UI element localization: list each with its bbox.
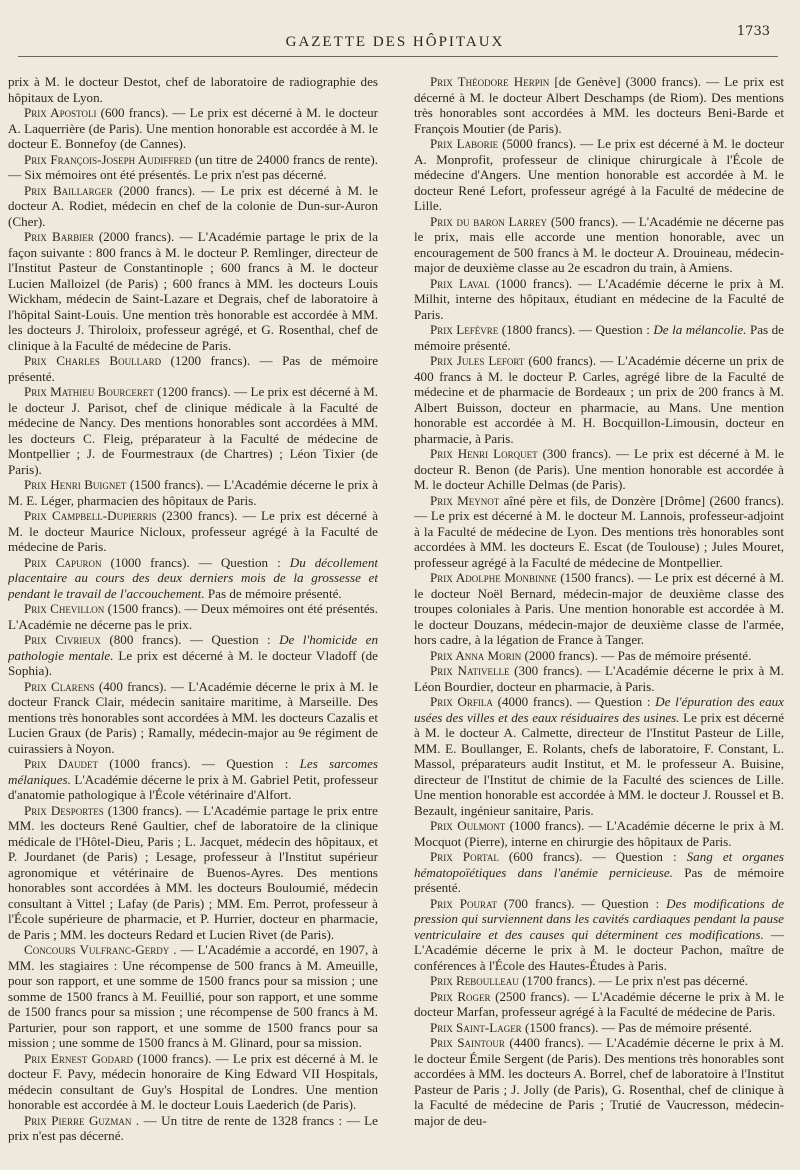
question-title: Les sarcomes mélaniques. <box>8 756 378 787</box>
prize-paragraph <box>8 803 378 943</box>
question-title: De l'homicide en pathologie mentale. <box>8 632 378 663</box>
prize-text: (1500 francs). — Deux mémoires ont été présentés. L'Académie ne décerne pas le prix. <box>8 601 378 632</box>
prize-paragraph <box>8 508 378 555</box>
prize-name: Prix Daudet <box>24 756 98 771</box>
prize-name: Prix Apostoli <box>24 105 97 120</box>
question-title: Des modifications de pression qui surviennent dans les cavités cardiaques pendant la pause ventriculaire et des causes qui déterminent ces modifications. <box>414 895 784 942</box>
prize-name: Prix Anna Morin <box>430 647 522 663</box>
prize-text: (1800 francs). — Question : <box>501 322 654 337</box>
prize-text: (un titre de 24000 francs de rente). — Six mémoires ont été présentés. Le prix n'est pas décerné. <box>8 151 378 182</box>
page-header <box>0 14 800 54</box>
prize-text: (1000 francs). — L'Académie décerne le prix à M. Milhit, interne des hôpitaux, étudiant en médecine de la Faculté de Paris. <box>414 275 784 322</box>
prize-paragraph <box>414 694 784 818</box>
prize-text: (4000 francs). — Question : <box>497 694 656 709</box>
prize-paragraph <box>414 214 784 276</box>
prize-name: Concours Vulfranc-Gerdy <box>24 942 170 957</box>
question-title: De la mélancolie. <box>653 322 747 337</box>
prize-text: (1500 francs). — Pas de mémoire présenté. <box>524 1019 752 1035</box>
prize-name: Prix Saintour <box>430 1035 505 1050</box>
prize-text: (1200 francs). — Pas de mémoire présenté. <box>8 353 378 384</box>
prize-text: (4400 francs). — L'Académie décerne le prix à M. le docteur Émile Sergent (de Paris). Des mentions très honorables sont accordées à MM. les docteurs A. Borrel, chef de laboratoire à l'Institut Pasteur de Paris ; J. Jolly (de Paris), G. Rosenthal, chef de clinique à la Faculté de médecine de Paris ; Trutié de Vaucresson, médecin-major de deu- <box>414 1035 784 1128</box>
prize-paragraph <box>8 942 378 1051</box>
prize-paragraph <box>414 353 784 446</box>
prize-text: (5000 francs). — Le prix est décerné à M. le docteur A. Monprofit, professeur de clinique chirurgicale à l'École de médecine d'Angers. Une mention honorable est accordée à M. le docteur René Lefort, professeur agrégé à la Faculté de médecine de Lille. <box>414 136 784 213</box>
prize-paragraph <box>414 1020 784 1036</box>
prize-text: (800 francs). — Question : <box>109 632 280 647</box>
prize-text: (300 francs). — Le prix est décerné à M. le docteur R. Benon (de Paris). Une mention honorable est accordée à M. le docteur Achille Delmas (de Paris). <box>414 446 784 492</box>
prize-result: — L'Académie décerne le prix à M. le docteur Pachon, maître de conférences à l'École des Hautes-Études à Paris. <box>414 926 784 973</box>
prize-text: (1500 francs). — L'Académie décerne le prix à M. E. Léger, pharmacien des hôpitaux de Paris. <box>8 477 378 508</box>
prize-text: (600 francs). — Question : <box>508 849 687 864</box>
prize-name: Prix Laval <box>430 275 490 291</box>
prize-paragraph <box>414 570 784 648</box>
prize-result: Pas de mémoire présenté. <box>414 322 784 353</box>
prize-text: (1000 francs). — Question : <box>110 554 290 570</box>
prize-text: (1000 francs). — Le prix est décerné à M. le docteur F. Pavy, médecin honoraire de King Edward VII Hospitals, médecin consultant de Guy's Hospital de Londres. Une mention honorable est accordée à M. le docteur Louis Laederich (de Paris). <box>8 1050 378 1112</box>
prize-name: Prix Adolphe Monbinne <box>430 570 557 585</box>
prize-paragraph <box>414 818 784 849</box>
prize-text: (1000 francs). — L'Académie décerne le prix à M. Mocquot (Pierre), interne en chirurgie des hôpitaux de Paris. <box>414 818 784 849</box>
prize-text: (700 francs). — Question : <box>503 895 667 911</box>
prize-paragraph <box>414 648 784 664</box>
prize-paragraph <box>8 384 378 477</box>
prize-name: Prix Campbell-Dupierris <box>24 508 157 523</box>
prize-paragraph <box>8 353 378 384</box>
prize-name: Prix Civrieux <box>24 632 101 647</box>
prize-name: Prix Lefèvre <box>430 322 499 337</box>
prize-paragraph <box>8 477 378 508</box>
running-title: GAZETTE DES HÔPITAUX <box>285 34 505 50</box>
prize-text: . — L'Académie a accordé, en 1907, à MM. les stagiaires : Une récompense de 500 francs à M. Ameuille, pour son rapport, et une somme de 1500 francs pour sa mission ; une somme de 1500 francs à M. Feuillié, pour son rapport, et une somme de 1500 francs pour sa mission ; une récompense de 500 francs à M. Parturier, pour son rapport, et une somme de 1500 francs pour sa mission ; une somme de 1500 francs à M. Glinard, pour sa mission. <box>8 942 378 1050</box>
prize-name: Prix Théodore Herpin <box>430 74 550 89</box>
prize-paragraph <box>8 105 378 152</box>
prize-result: Le prix est décerné à M. le docteur Vladoff (de Sophia). <box>8 647 378 678</box>
prize-paragraph <box>414 849 784 896</box>
prize-paragraph <box>414 989 784 1020</box>
prize-paragraph <box>414 446 784 493</box>
prize-name: Prix Oulmont <box>430 818 506 833</box>
right-column <box>414 74 784 1154</box>
prize-name: Prix Ernest Godard <box>24 1050 134 1066</box>
prize-name: Prix Henri Lorquet <box>430 446 538 461</box>
prize-result: Pas de mémoire présenté. <box>204 585 342 601</box>
prize-text: aîné père et fils, de Donzère [Drôme] (2600 francs). — Le prix est décerné à M. le docteur M. Lannois, professeur-adjoint à la Faculté de médecine de Lyon. Des mentions très honorables sont accordées à MM. les docteurs E. Escat (de Toulouse) ; Jules Mouret, professeur agrégé à la Faculté de médecine de Montpellier. <box>414 492 784 570</box>
prize-name: Prix Barbier <box>24 229 94 244</box>
prize-name: Prix Orfila <box>430 694 493 709</box>
question-title: Sang et organes hématopoïétiques dans l'anémie pernicieuse. <box>414 849 784 880</box>
prize-name: Prix Pourat <box>430 895 497 911</box>
question-title: Du décollement placentaire au cours des deux derniers mois de la grossesse et pendant le travail de l'accouchement. <box>8 554 378 601</box>
prize-name: Prix Desportes <box>24 802 104 818</box>
prize-text: (2000 francs). — Le prix est décerné à M. le docteur A. Rodiet, médecin en chef de la colonie de Dun-sur-Auron (Cher). <box>8 182 378 229</box>
prize-paragraph <box>414 74 784 136</box>
prize-name: Prix Chevillon <box>24 601 105 616</box>
prize-name: Prix Nativelle <box>430 663 510 678</box>
prize-text: prix à M. le docteur Destot, chef de laboratoire de radiographie des hôpitaux de Lyon. <box>8 74 378 105</box>
prize-paragraph <box>414 896 784 974</box>
prize-name: Prix Reboulleau <box>430 973 519 988</box>
prize-name: Prix Laborie <box>430 136 499 151</box>
prize-name: Prix Baillarger <box>24 182 113 198</box>
prize-name: Prix Saint-Lager <box>430 1019 522 1035</box>
prize-paragraph <box>8 632 378 679</box>
page-number: 1733 <box>736 24 770 39</box>
prize-name: Prix Jules Lefort <box>430 353 525 368</box>
prize-paragraph <box>8 229 378 353</box>
prize-paragraph <box>414 663 784 694</box>
prize-name: Prix Meynot <box>430 492 500 508</box>
prize-result: Le prix est décerné à M. le docteur A. Calmette, directeur de l'Institut Pasteur de Lille, MM. E. Boullanger, E. Rolants, chefs de laboratoire, F. Constant, L. Massol, préparateurs audit Institut, et M. le professeur A. Buisine, directeur de l'Institut de chimie de la Faculté des sciences de Lille. Une mention honorable est accordée à MM. le docteur J. Roussel et B. Bezault, ingénieur sanitaire, Paris. <box>414 709 784 818</box>
prize-paragraph <box>414 1035 784 1128</box>
prize-name: Prix Clarens <box>24 678 95 694</box>
prize-text: (600 francs). — Le prix est décerné à M. le docteur A. Laquerrière (de Paris). Une mention honorable est accordée à M. le docteur E. Bonnefoy (de Cannes). <box>8 105 378 151</box>
prize-text: (1500 francs). — Le prix est décerné à M. le docteur Noël Bernard, médecin-major de deuxième classe des troupes coloniales à Paris. Une mention honorable est accordée à M. le docteur Douzans, médecin-major de deuxième classe de l'armée, hors cadre, à la légation de France à Tanger. <box>414 570 784 647</box>
question-title: De l'épuration des eaux usées des villes et des eaux résiduaires des usines. <box>414 694 784 725</box>
prize-name: Prix Mathieu Bourceret <box>24 384 154 399</box>
prize-paragraph <box>8 601 378 632</box>
prize-text: (2500 francs). — L'Académie décerne le prix à M. le docteur Marfan, professeur agrégé à la Faculté de médecine de Paris. <box>414 988 784 1019</box>
prize-text: (300 francs). — L'Académie décerne le prix à M. Léon Bourdier, docteur en pharmacie, à Paris. <box>414 663 784 694</box>
prize-text: (500 francs). — L'Académie ne décerne pas le prix, mais elle accorde une mention honorable, avec un encouragement de 500 francs à M. le docteur A. Drouineau, médecin-major de deuxième classe au 2e escadron du train, à Amiens. <box>414 213 784 275</box>
prize-paragraph <box>8 555 378 602</box>
prize-paragraph <box>414 276 784 323</box>
prize-text: (2000 francs). — Pas de mémoire présenté. <box>524 647 752 663</box>
prize-name: Prix Roger <box>430 988 491 1004</box>
header-rule <box>18 56 778 57</box>
prize-text: (400 francs). — L'Académie décerne le prix à M. le docteur Franck Clair, médecin sanitaire maritime, à Marseille. Des mentions très honorables sont accordées à MM. les docteurs Cazalis et Lucien Graux (de Paris) ; Ramally, médecin-major au 9e régiment de cuirassiers à Noyon. <box>8 678 378 756</box>
prize-paragraph <box>8 74 378 105</box>
prize-paragraph <box>414 973 784 989</box>
prize-result: L'Académie décerne le prix à M. Gabriel Petit, professeur d'anatomie pathologique à l'École vétérinaire d'Alfort. <box>8 771 378 802</box>
prize-text: (1300 francs). — L'Académie partage le prix entre MM. les docteurs René Gaultier, chef de laboratoire de la clinique médicale de l'Hôtel-Dieu, Paris ; L. Jacquet, médecin des hôpitaux, et P. Jourdanet (de Paris) ; Lesage, professeur à l'Institut supérieur agronomique et vétérinaire de Buenos-Ayres. Des mentions honorables sont accordées à MM. les docteurs Bouloumié, médecin consultant à Vittel ; Lafay (de Paris) ; MM. Em. Perrot, professeur à l'École supérieure de pharmacie, et P. Hurrier, docteur en pharmacie, de Paris ; MM. les docteurs Redard et Lucien Rivet (de Paris). <box>8 802 378 942</box>
prize-text: (600 francs). — L'Académie décerne un prix de 400 francs à M. le docteur P. Carles, agrégé libre de la Faculté de médecine et de pharmacie de Bordeaux ; un prix de 200 francs à M. Albert Buisson, docteur en pharmacie, au Mans. Une mention honorable est accordée à M. H. Bocquillon-Limousin, docteur en pharmacie, à Paris. <box>414 353 784 446</box>
prize-name: Prix Charles Boullard <box>24 353 162 368</box>
prize-name: Prix Portal <box>430 849 499 864</box>
prize-paragraph <box>414 493 784 571</box>
prize-paragraph <box>414 136 784 214</box>
prize-result: Pas de mémoire présenté. <box>414 864 784 895</box>
prize-paragraph <box>8 1051 378 1113</box>
prize-text: (2000 francs). — L'Académie partage le prix de la façon suivante : 800 francs à M. le docteur P. Remlinger, directeur de l'Institut Pasteur de Constantinople ; 600 francs à M. le docteur Lucien Malloizel (de Paris) ; 600 francs à MM. les docteurs Louis Wickham, médecin de Saint-Lazare et Degrais, chef de laboratoire à l'hôpital Saint-Louis. Une mention très honorable est accordée à MM. les docteurs J. Thiroloix, professeur agrégé, et G. Rosenthal, chef de clinique à la Faculté de médecine de Paris. <box>8 229 378 353</box>
prize-text: . — Un titre de rente de 1328 francs : — Le prix n'est pas décerné. <box>8 1112 378 1143</box>
prize-name: Prix Pierre Guzman <box>24 1112 132 1128</box>
prize-name: Prix Henri Buignet <box>24 477 127 492</box>
prize-text: (1700 francs). — Le prix n'est pas décerné. <box>522 973 749 988</box>
prize-paragraph <box>8 152 378 183</box>
prize-paragraph <box>414 322 784 353</box>
prize-name: Prix du baron Larrey <box>430 213 548 229</box>
prize-text: [de Genève] (3000 francs). — Le prix est décerné à M. le docteur Albert Deschamps (de Riom). Des mentions très honorables sont accordées à MM. les docteurs Beni-Barde et François Moutier (de Paris). <box>414 74 784 136</box>
prize-text: (1200 francs). — Le prix est décerné à M. le docteur J. Parisot, chef de clinique médicale à la Faculté de médecine de Nancy. Des mentions honorables sont accordées à MM. les docteurs C. Fleig, préparateur à la Faculté de médecine de Montpellier ; J. de Fourmestraux (de Chartres) ; Léon Tixier (de Paris). <box>8 384 378 477</box>
prize-name: Prix François-Joseph Audiffred <box>24 151 192 167</box>
prize-paragraph <box>8 1113 378 1144</box>
prize-paragraph <box>8 756 378 803</box>
prize-name: Prix Capuron <box>24 554 102 570</box>
prize-paragraph <box>8 679 378 757</box>
left-column <box>8 74 378 1154</box>
prize-text: (2300 francs). — Le prix est décerné à M. le docteur Maurice Nicloux, professeur agrégé à la Faculté de médecine de Paris. <box>8 508 378 554</box>
prize-paragraph <box>8 183 378 230</box>
prize-text: (1000 francs). — Question : <box>109 756 300 771</box>
